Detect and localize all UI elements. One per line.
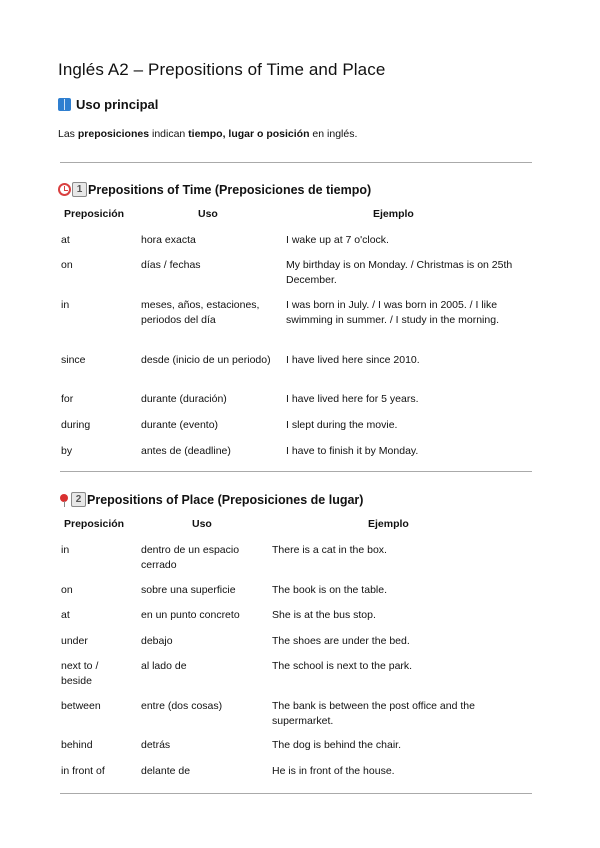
cell-uso: hora exacta (141, 234, 196, 246)
cell-uso: durante (evento) (141, 419, 219, 431)
cell-uso: durante (duración) (141, 393, 227, 405)
section-time-heading (58, 182, 371, 197)
cell-ejemplo: The bank is between the post office and the supermarket. (272, 700, 475, 727)
column-header: Uso (198, 208, 218, 220)
cell-ejemplo: My birthday is on Monday. / Christmas is on 25th December. (286, 259, 513, 286)
cell-ejemplo: I have to finish it by Monday. (286, 445, 419, 457)
intro-bold-preposiciones: preposiciones (77, 128, 150, 140)
cell-uso: días / fechas (141, 259, 201, 271)
divider (60, 162, 532, 163)
number-two-badge: 2 (71, 492, 86, 507)
section-place-label: Prepositions of Place (Preposiciones de lugar) (87, 492, 364, 507)
cell-ejemplo: The book is on the table. (272, 584, 387, 596)
pushpin-icon (60, 494, 68, 502)
cell-preposition: next to / beside (61, 660, 99, 687)
column-header: Preposición (64, 518, 125, 530)
number-one-badge: 1 (72, 182, 87, 197)
cell-uso: al lado de (141, 660, 187, 672)
intro-text: indican (149, 128, 189, 140)
intro-text: en inglés. (309, 128, 358, 140)
section-uso-principal-label: Uso principal (76, 97, 159, 112)
cell-uso: desde (inicio de un periodo) (141, 354, 271, 366)
divider (60, 471, 532, 472)
cell-ejemplo: I wake up at 7 o'clock. (286, 234, 389, 246)
column-header: Uso (192, 518, 212, 530)
intro-bold-meanings: tiempo, lugar o posición (188, 128, 310, 140)
cell-ejemplo: I was born in July. / I was born in 2005. / I like swimming in summer. / I study in the morning. (286, 299, 499, 326)
cell-ejemplo: The dog is behind the chair. (272, 739, 402, 751)
cell-preposition: at (61, 609, 70, 621)
cell-uso: en un punto concreto (141, 609, 240, 621)
column-header: Ejemplo (368, 518, 409, 530)
divider (60, 793, 532, 794)
cell-preposition: by (61, 445, 73, 457)
cell-uso: antes de (deadline) (141, 445, 231, 457)
intro-text: Las (58, 128, 78, 140)
column-header: Preposición (64, 208, 125, 220)
cell-preposition: between (61, 700, 101, 712)
cell-uso: delante de (141, 765, 191, 777)
cell-preposition: during (61, 419, 91, 431)
intro-paragraph (58, 128, 357, 140)
cell-preposition: in front of (61, 765, 105, 777)
cell-uso: entre (dos cosas) (141, 700, 223, 712)
cell-ejemplo: The school is next to the park. (272, 660, 413, 672)
cell-preposition: in (61, 299, 70, 311)
cell-preposition: on (61, 584, 73, 596)
cell-ejemplo: There is a cat in the box. (272, 544, 387, 556)
cell-uso: meses, años, estaciones, periodos del día (141, 299, 260, 326)
cell-preposition: in (61, 544, 70, 556)
cell-ejemplo: He is in front of the house. (272, 765, 395, 777)
section-place-heading (58, 492, 363, 507)
cell-preposition: for (61, 393, 74, 405)
cell-preposition: on (61, 259, 73, 271)
blue-book-icon (58, 98, 71, 111)
cell-preposition: at (61, 234, 70, 246)
cell-ejemplo: I slept during the movie. (286, 419, 398, 431)
section-uso-principal (58, 97, 158, 112)
cell-uso: debajo (141, 635, 173, 647)
cell-uso: dentro de un espacio cerrado (141, 544, 240, 571)
cell-ejemplo: The shoes are under the bed. (272, 635, 410, 647)
cell-uso: sobre una superficie (141, 584, 236, 596)
cell-uso: detrás (141, 739, 171, 751)
column-header: Ejemplo (373, 208, 414, 220)
cell-preposition: behind (61, 739, 93, 751)
alarm-clock-icon (58, 183, 71, 196)
page-title: Inglés A2 – Prepositions of Time and Place (58, 60, 386, 79)
cell-ejemplo: I have lived here since 2010. (286, 354, 420, 366)
cell-ejemplo: I have lived here for 5 years. (286, 393, 419, 405)
cell-ejemplo: She is at the bus stop. (272, 609, 376, 621)
cell-preposition: since (61, 354, 86, 366)
section-time-label: Prepositions of Time (Preposiciones de tiempo) (88, 182, 372, 197)
cell-preposition: under (61, 635, 88, 647)
